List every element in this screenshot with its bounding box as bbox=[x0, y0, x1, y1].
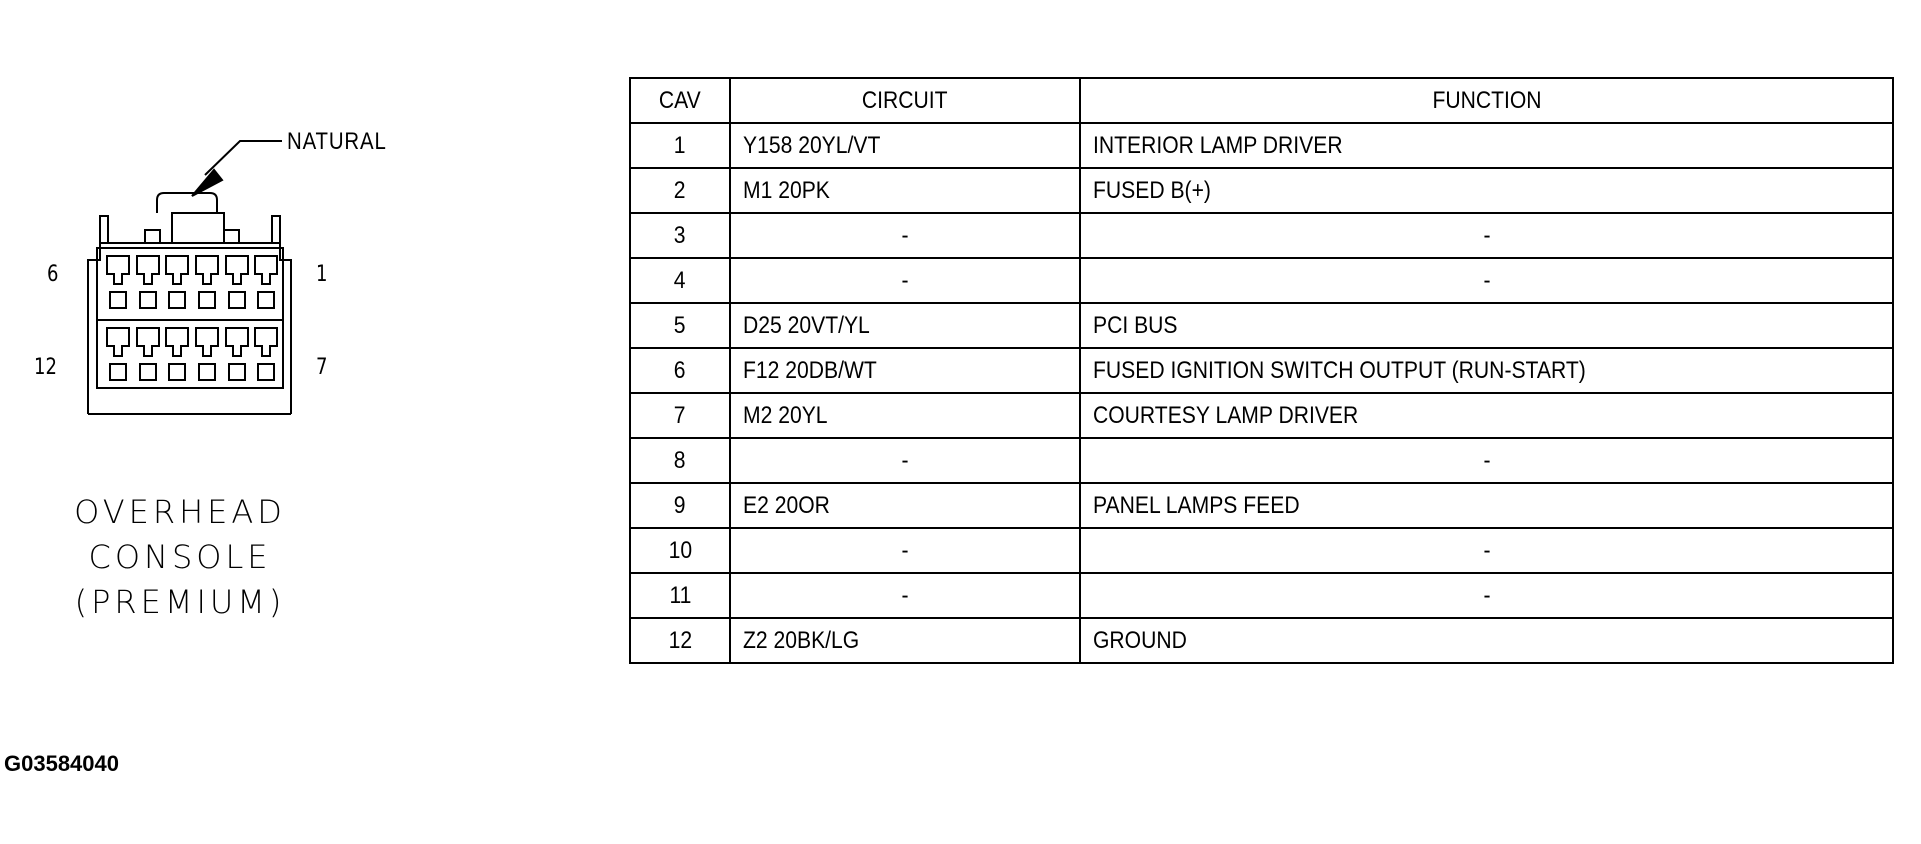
cavity-terminal bbox=[166, 328, 188, 356]
table-row bbox=[630, 168, 1893, 213]
cavity-terminal bbox=[166, 256, 188, 284]
cav-cell: 11 bbox=[630, 573, 730, 618]
function-cell: PCI BUS bbox=[1080, 303, 1893, 348]
cav-cell: 5 bbox=[630, 303, 730, 348]
header-cav: CAV bbox=[630, 78, 730, 123]
table-header-row bbox=[630, 78, 1893, 123]
circuit-cell: - bbox=[730, 258, 1080, 303]
cavity-square bbox=[140, 364, 156, 380]
cavity-terminal bbox=[137, 256, 159, 284]
cavity-square bbox=[169, 292, 185, 308]
cav-cell: 10 bbox=[630, 528, 730, 573]
circuit-cell: M2 20YL bbox=[730, 393, 1080, 438]
circuit-cell: - bbox=[730, 438, 1080, 483]
connector-figure bbox=[0, 0, 620, 844]
label-leader-line bbox=[205, 141, 282, 175]
table-row bbox=[630, 258, 1893, 303]
pin-label-12: 12 bbox=[34, 355, 57, 380]
circuit-cell: F12 20DB/WT bbox=[730, 348, 1080, 393]
function-cell: PANEL LAMPS FEED bbox=[1080, 483, 1893, 528]
circuit-cell: Z2 20BK/LG bbox=[730, 618, 1080, 663]
connector-drawing bbox=[0, 0, 620, 844]
circuit-cell: - bbox=[730, 213, 1080, 258]
title-line-3: (PREMIUM) bbox=[74, 583, 286, 621]
cav-cell: 3 bbox=[630, 213, 730, 258]
table-row bbox=[630, 573, 1893, 618]
cavity-square bbox=[140, 292, 156, 308]
circuit-cell: E2 20OR bbox=[730, 483, 1080, 528]
locking-tab bbox=[157, 193, 217, 213]
function-cell: INTERIOR LAMP DRIVER bbox=[1080, 123, 1893, 168]
table-row bbox=[630, 303, 1893, 348]
pin-label-1: 1 bbox=[316, 262, 328, 287]
table-row bbox=[630, 348, 1893, 393]
cavity-square bbox=[199, 292, 215, 308]
function-cell: - bbox=[1080, 258, 1893, 303]
cavity-terminal bbox=[107, 256, 129, 284]
cavity-square bbox=[110, 292, 126, 308]
function-cell: FUSED B(+) bbox=[1080, 168, 1893, 213]
cavity-square bbox=[258, 364, 274, 380]
table-row bbox=[630, 483, 1893, 528]
cavity-terminal bbox=[226, 328, 248, 356]
cav-cell: 1 bbox=[630, 123, 730, 168]
function-cell: - bbox=[1080, 528, 1893, 573]
cav-cell: 9 bbox=[630, 483, 730, 528]
table-row bbox=[630, 213, 1893, 258]
cavity-terminal bbox=[107, 328, 129, 356]
table-body bbox=[630, 123, 1893, 663]
connector-title bbox=[40, 490, 320, 625]
cav-cell: 6 bbox=[630, 348, 730, 393]
cavity-terminal bbox=[196, 256, 218, 284]
pin-label-6: 6 bbox=[47, 262, 59, 287]
cavity-square bbox=[229, 292, 245, 308]
cavity-terminal bbox=[226, 256, 248, 284]
table-row bbox=[630, 393, 1893, 438]
table-row bbox=[630, 123, 1893, 168]
cavity-square bbox=[169, 364, 185, 380]
cav-cell: 4 bbox=[630, 258, 730, 303]
cavity-square bbox=[258, 292, 274, 308]
header-circuit: CIRCUIT bbox=[730, 78, 1080, 123]
circuit-cell: Y158 20YL/VT bbox=[730, 123, 1080, 168]
cav-cell: 7 bbox=[630, 393, 730, 438]
function-cell: - bbox=[1080, 213, 1893, 258]
cav-cell: 8 bbox=[630, 438, 730, 483]
circuit-cell: D25 20VT/YL bbox=[730, 303, 1080, 348]
cavity-square bbox=[110, 364, 126, 380]
table-row bbox=[630, 438, 1893, 483]
function-cell: - bbox=[1080, 573, 1893, 618]
table-row bbox=[630, 618, 1893, 663]
pin-label-7: 7 bbox=[316, 355, 328, 380]
table-row bbox=[630, 528, 1893, 573]
title-line-2: CONSOLE bbox=[88, 538, 272, 576]
circuit-cell: M1 20PK bbox=[730, 168, 1080, 213]
function-cell: GROUND bbox=[1080, 618, 1893, 663]
cavity-terminal bbox=[196, 328, 218, 356]
pinout-table bbox=[629, 77, 1894, 664]
cavity-terminal bbox=[255, 256, 277, 284]
function-cell: - bbox=[1080, 438, 1893, 483]
title-line-1: OVERHEAD bbox=[74, 493, 286, 531]
cavity-square bbox=[199, 364, 215, 380]
header-function: FUNCTION bbox=[1080, 78, 1893, 123]
connector-color-label: NATURAL bbox=[287, 128, 387, 155]
figure-id: G03584040 bbox=[4, 751, 119, 776]
lock-latch bbox=[172, 213, 224, 243]
circuit-cell: - bbox=[730, 573, 1080, 618]
cavity-square bbox=[229, 364, 245, 380]
circuit-cell: - bbox=[730, 528, 1080, 573]
cavity-terminal bbox=[255, 328, 277, 356]
function-cell: COURTESY LAMP DRIVER bbox=[1080, 393, 1893, 438]
cavity-terminal bbox=[137, 328, 159, 356]
cav-cell: 2 bbox=[630, 168, 730, 213]
cav-cell: 12 bbox=[630, 618, 730, 663]
function-cell: FUSED IGNITION SWITCH OUTPUT (RUN-START) bbox=[1080, 348, 1893, 393]
